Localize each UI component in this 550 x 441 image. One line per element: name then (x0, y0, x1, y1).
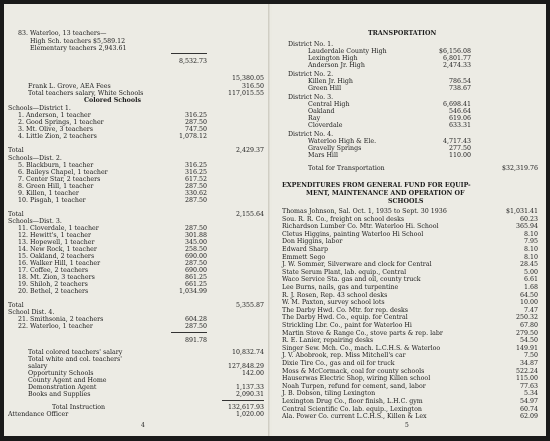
expenditure-amount: 64.50 (519, 291, 538, 299)
transport-amount: 110.00 (448, 152, 471, 159)
district2-total-label: Total (8, 211, 24, 218)
district3-amount: 690.00 (184, 253, 207, 260)
expenditure-amount: 54.50 (519, 337, 538, 345)
attendance-value: 1,020.00 (235, 411, 264, 418)
district3-total-label: Total (8, 302, 24, 309)
district1-item: 4. Little Zion, 2 teachers (18, 133, 97, 140)
transport-amount: 786.54 (448, 78, 471, 85)
expenditure-label: Cletus Higgins, painting Waterloo Hi School (282, 230, 424, 238)
divider (222, 400, 264, 401)
expenditure-amount: 54.97 (519, 398, 538, 405)
district2-amount: 287.50 (184, 197, 207, 204)
transport-total-label: Total for Transportation (308, 165, 385, 172)
page-number: 4 (141, 422, 145, 429)
district1-item: 3. Mt. Olive, 3 teachers (18, 126, 94, 133)
white-line: Total teachers salary, White Schools (28, 90, 144, 97)
district3-item: 15. Oakland, 2 teachers (18, 253, 95, 260)
expenditure-label: Don Higgins, labor (282, 238, 343, 246)
district3-item: 18. Mt. Zion, 3 teachers (18, 274, 95, 281)
district-heading: District No. 3. (288, 94, 334, 101)
intro-line-3: Elementary teachers 2,943.61 (30, 45, 127, 52)
transport-item: Oakland (308, 108, 335, 115)
expenditure-label: J. V. Abobrook, rep. Miss Mitchell's car (282, 352, 406, 360)
district1-amount: 316.25 (184, 112, 207, 119)
expenditure-amount: 1.68 (523, 284, 538, 291)
transport-item: Waterloo High & Ele. (308, 138, 377, 145)
expenditure-amount: 10.00 (519, 299, 538, 307)
district3-amount: 661.25 (184, 281, 207, 288)
expenditure-label: State Serum Plant, lab. equip., Central (282, 268, 407, 276)
district3-heading: Schools—Dist. 3. (8, 218, 62, 225)
district2-item: 6. Baileys Chapel, 1 teacher (18, 169, 108, 176)
expenditure-amount: 5.00 (523, 268, 538, 276)
expend-heading: SCHOOLS (388, 198, 424, 205)
district1-item: 1. Anderson, 1 teacher (18, 112, 91, 119)
district1-heading: Schools—District 1. (8, 105, 71, 112)
district-heading: District No. 2. (288, 71, 334, 78)
district3-amount: 301.88 (184, 232, 207, 239)
transport-amount: 4,717.43 (442, 138, 471, 145)
expenditure-label: Dixie Tire Co., gas and oil for truck (282, 360, 395, 367)
expenditure-amount: 60.74 (519, 405, 538, 413)
expenditure-amount: 7.95 (523, 238, 538, 246)
expenditure-amount: 115.00 (515, 375, 538, 383)
district4-subtotal: 891.78 (184, 337, 207, 344)
expenditure-amount: 8.10 (523, 253, 538, 261)
district4-amount: 604.28 (184, 316, 207, 323)
transport-item: Green Hill (308, 85, 342, 92)
district-heading: District No. 4. (288, 131, 334, 138)
page-number: 5 (405, 422, 409, 429)
district3-item: 14. New Rock, 1 teacher (18, 246, 97, 253)
white-colored-label-2: salary (28, 363, 48, 370)
district3-amount: 345.00 (184, 239, 207, 246)
district3-item: 13. Hopewell, 1 teacher (18, 239, 95, 246)
expenditure-label: The Darby Hwd. Co., equip. for Central (282, 314, 408, 322)
transport-item: Anderson Jr. High (308, 62, 365, 69)
expenditure-amount: 60.23 (519, 215, 538, 223)
attendance-label: Attendance Officer (8, 411, 69, 418)
expenditure-label: Strickling Lbr. Co., paint for Waterloo Hi (282, 322, 412, 329)
district4-item: 22. Waterloo, 1 teacher (18, 323, 93, 330)
grove-line: Frank L. Grove, AEA Fees (28, 83, 111, 90)
expenditure-amount: 279.50 (515, 329, 538, 337)
district2-amount: 316.25 (184, 169, 207, 176)
expenditure-label: Emmett Sego (282, 253, 326, 261)
district3-amount: 287.50 (184, 260, 207, 267)
expenditure-amount: 8.10 (523, 230, 538, 238)
expenditure-label: R. J. Rosen, Rep. 43 school desks (282, 291, 388, 299)
district3-amount: 258.50 (184, 246, 207, 253)
district2-item: 10. Pisgah, 1 teacher (18, 197, 86, 204)
expenditure-amount: 250.32 (515, 314, 538, 322)
expenditure-label: Edward Sharp (282, 246, 328, 253)
expenditure-amount: 365.94 (515, 223, 538, 231)
county-agent-label-1: County Agent and Home (28, 377, 107, 384)
expenditure-label: The Darby Hwd. Co. Mtr. for rep. desks (282, 306, 409, 314)
transport-item: Mars Hill (308, 152, 338, 159)
expenditure-label: Central Scientific Co. lab. equip., Lexington (282, 405, 422, 413)
district3-amount: 287.50 (184, 225, 207, 232)
divider (171, 53, 207, 54)
district3-amount: 690.00 (184, 267, 207, 274)
books-label: Books and Supplies (28, 391, 91, 398)
grove-value: 316.50 (241, 83, 264, 90)
transport-total: $32,319.76 (501, 165, 538, 172)
county-agent-label-2: Demonstration Agent (28, 384, 97, 391)
expenditure-amount: 67.80 (519, 322, 538, 329)
expenditure-amount: $1,031.41 (505, 208, 538, 215)
expenditure-label: J. W. Sommer, Silverware and clock for Central (282, 261, 432, 269)
transport-amount: 2,474.33 (442, 62, 471, 69)
expenditure-label: Richardson Lumber Co. Mtr. Waterloo Hi. School (282, 223, 439, 231)
expenditure-label: Lexington Drug Co., floor finish, L.H.C. gym (282, 398, 423, 405)
expenditure-amount: 7.50 (523, 352, 538, 360)
district3-item: 11. Cloverdale, 1 teacher (18, 225, 99, 232)
expenditure-label: Noah Turpen, refund for cement, sand, labor (282, 382, 426, 390)
intro-line-1: 83. Waterloo, 13 teachers— (18, 30, 107, 37)
district1-total-label: Total (8, 147, 24, 154)
district2-item: 9. Killen, 1 teacher (18, 190, 79, 197)
expenditure-label: Martin Stove & Range Co., stove parts & rep. labr (282, 329, 443, 337)
county-agent-value: 1,137.33 (235, 384, 264, 391)
district-heading: District No. 1. (288, 41, 334, 48)
opportunity-value: 142.00 (241, 370, 264, 377)
district3-item: 16. Walker Hill, 1 teacher (18, 260, 101, 267)
expenditure-label: Sou. R. R. Co., freight on school desks (282, 215, 405, 223)
expenditure-amount: 28.45 (519, 261, 538, 269)
expenditure-label: Singer Sew. Mch. Co., mach. L.C.H.S. & Waterloo (282, 344, 441, 352)
transport-item: Killen Jr. High (308, 78, 353, 85)
transport-item: Ray (308, 115, 321, 122)
district3-item: 20. Bethel, 2 teachers (18, 288, 89, 295)
district1-item: 2. Good Springs, 1 teacher (18, 119, 104, 126)
expenditure-label: Moss & McCormack, coal for county schools (282, 367, 425, 375)
district3-total: 5,355.87 (235, 302, 264, 309)
expend-heading: MENT, MAINTENANCE AND OPERATION OF (306, 190, 465, 197)
intro-line-2: High Sch. teachers $5,589.12 (30, 38, 126, 45)
opportunity-label: Opportunity Schools (28, 370, 94, 377)
transport-item: Gravelly Springs (308, 145, 362, 152)
expenditure-label: Thomas Johnson, Sal. Oct. 1, 1935 to Sept. 30 1936 (282, 208, 447, 215)
expenditure-amount: 5.34 (523, 390, 538, 398)
transport-item: Lexington High (308, 55, 358, 62)
expenditure-label: Ala. Power Co. current L.C.H.S., Killen & Lex (282, 413, 427, 421)
instruction-label: Total Instruction (52, 404, 106, 411)
transport-amount: 738.67 (448, 85, 471, 92)
transport-item: Lauderdale County High (308, 48, 387, 55)
district2-amount: 617.52 (184, 176, 207, 183)
expenditure-amount: 6.61 (523, 276, 538, 284)
district2-heading: Schools—Dist. 2. (8, 155, 62, 162)
expenditure-label: R. E. Lanier, repairing desks (282, 337, 374, 345)
district2-item: 5. Blackburn, 1 teacher (18, 162, 94, 169)
district1-total: 2,429.37 (235, 147, 264, 154)
expenditure-amount: 62.09 (519, 413, 538, 421)
expenditure-amount: 149.91 (515, 344, 538, 352)
expenditure-amount: 34.87 (519, 360, 538, 367)
district1-amount: 1,078.12 (178, 133, 207, 140)
expenditure-amount: 522.24 (515, 367, 538, 375)
district2-item: 7. Center Star, 2 teachers (18, 176, 101, 183)
district2-amount: 316.25 (184, 162, 207, 169)
district3-item: 17. Coffee, 2 teachers (18, 267, 89, 274)
transport-amount: 633.31 (448, 122, 471, 129)
district3-item: 19. Shiloh, 2 teachers (18, 281, 88, 288)
transport-amount: 619.06 (448, 115, 471, 122)
district3-amount: 1,034.99 (178, 288, 207, 295)
instruction-value: 132,617.93 (227, 404, 264, 411)
white-colored-label-1: Total white and col. teachers' (28, 356, 122, 363)
district2-amount: 287.50 (184, 183, 207, 190)
district1-amount: 287.50 (184, 119, 207, 126)
transport-item: Cloverdale (308, 122, 343, 129)
expenditure-label: W. M. Paxton, survey school lots (282, 299, 385, 307)
right-page (272, 4, 546, 436)
expend-heading: EXPENDITURES FROM GENERAL FUND FOR EQUIP- (282, 182, 471, 189)
colored-total-label: Total colored teachers' salary (28, 349, 123, 356)
district2-amount: 330.62 (184, 190, 207, 197)
expenditure-label: Lee Burns, nails, gas and turpentine (282, 284, 399, 291)
transport-item: Central High (308, 101, 350, 108)
transport-amount: 546.64 (448, 108, 471, 115)
white-value: 117,015.55 (227, 90, 264, 97)
expenditure-amount: 7.47 (523, 306, 538, 314)
expenditure-label: J. B. Dobson, tiling Lexington (282, 390, 376, 398)
white-colored-value: 127,848.29 (227, 363, 264, 370)
district4-amount: 287.50 (184, 323, 207, 330)
divider (171, 332, 207, 333)
district3-item: 12. Hewitt's, 1 teacher (18, 232, 92, 239)
expenditure-label: Hauserwas Electric Shop, wiring Killen school (282, 375, 431, 383)
left-page (4, 4, 270, 436)
district1-amount: 747.50 (184, 126, 207, 133)
transport-amount: 277.50 (448, 145, 471, 152)
district4-heading: School Dist. 4. (8, 309, 55, 316)
district3-amount: 861.25 (184, 274, 207, 281)
transport-heading: TRANSPORTATION (368, 30, 437, 37)
district4-item: 21. Smithsonia, 2 teachers (18, 316, 104, 323)
transport-amount: 6,698.41 (442, 101, 471, 108)
transport-amount: $6,156.08 (438, 48, 471, 55)
district2-item: 8. Green Hill, 1 teacher (18, 183, 94, 190)
intro-total: 8,532.73 (178, 58, 207, 65)
expenditure-amount: 8.10 (523, 246, 538, 253)
expenditure-amount: 77.63 (519, 382, 538, 390)
transport-amount: 6,801.77 (442, 55, 471, 62)
district2-total: 2,155.64 (235, 211, 264, 218)
colored-heading: Colored Schools (84, 97, 142, 104)
col-right-top: 15,380.05 (231, 75, 264, 82)
colored-total: 10,832.74 (231, 349, 264, 356)
books-value: 2,090.31 (235, 391, 264, 398)
expenditure-label: Waco Service Sta. gas and oil, county truck (282, 276, 421, 284)
